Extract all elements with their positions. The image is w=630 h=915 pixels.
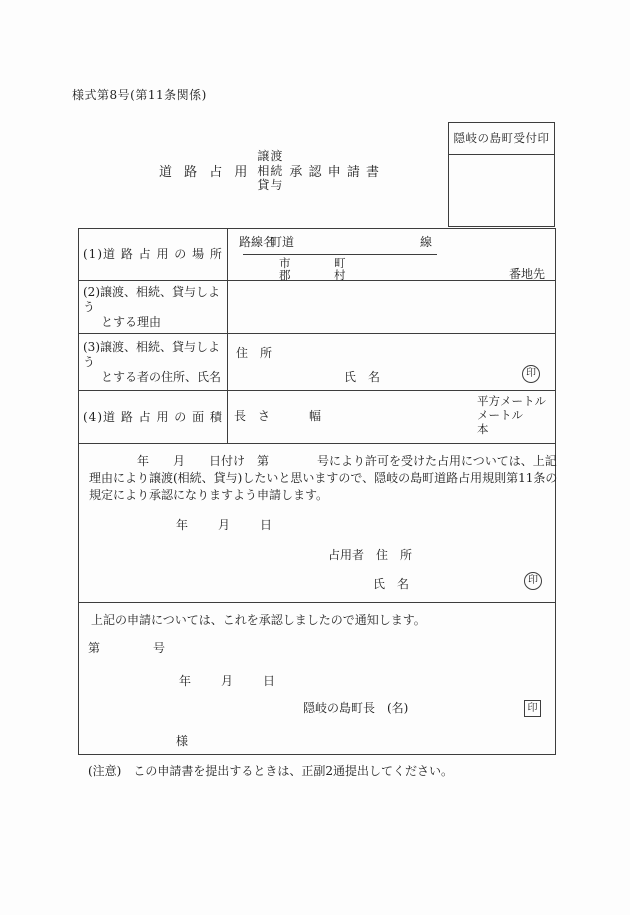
cell-occupancy-area [228, 391, 555, 443]
form-number: 様式第8号(第11条関係) [72, 88, 207, 102]
label-transferee-line2: とする者の住所、氏名 [101, 369, 222, 384]
application-form-table [78, 228, 556, 755]
banchi-label: 番地先 [509, 267, 546, 281]
transferee-address-label: 住 所 [236, 346, 273, 360]
addressee-sama-label: 様 [176, 734, 189, 748]
title-right: 承 認 申 請 書 [289, 165, 380, 181]
label-reason-line2: とする理由 [101, 314, 162, 329]
route-suffix-label: 線 [420, 235, 433, 249]
application-body-line1: 年 月 日付け 第 号により許可を受けた占用については、上記 [89, 454, 557, 468]
row-occupancy-area [79, 391, 555, 444]
document-title [159, 149, 380, 193]
label-occupancy-area [79, 391, 228, 443]
village-label: 村 [334, 268, 346, 282]
label-reason-line1: (2)譲渡、相続、貸与しよう [83, 284, 220, 314]
route-type-label: 町道 [270, 235, 295, 249]
application-date-line: 年 月 日 [176, 518, 275, 532]
footer-note: (注意) この申請書を提出するときは、正副2通提出してください。 [88, 764, 454, 778]
receipt-stamp-label: 隠岐の島町受付印 [449, 123, 554, 155]
transferee-name-label: 氏 名 [344, 370, 381, 384]
title-left: 道 路 占 用 [159, 165, 252, 181]
mayor-seal-icon: 印 [524, 700, 541, 717]
unit-meter: メートル [477, 408, 523, 422]
width-label: 幅 [309, 409, 322, 423]
mayor-name-line: 隠岐の島町長 (名) [303, 701, 409, 715]
cell-reason-blank [228, 281, 555, 333]
label-occupancy-location-text: (1)道 路 占 用 の 場 所 [83, 247, 223, 261]
approval-date-line: 年 月 日 [179, 674, 278, 688]
row-occupancy-location [79, 229, 555, 281]
cell-transferee [228, 334, 555, 390]
section-application [79, 444, 558, 603]
approval-number-line: 第 号 [88, 641, 167, 655]
title-option-transfer: 譲渡 [257, 149, 284, 163]
title-option-inheritance: 相続 [257, 163, 284, 178]
label-occupancy-location [79, 229, 228, 280]
applicant-seal-icon: 印 [524, 572, 542, 590]
label-transferee-line1: (3)譲渡、相続、貸与しよう [83, 339, 220, 369]
town-label: 町 [334, 256, 346, 270]
label-transferee [79, 334, 228, 390]
cell-occupancy-location [228, 229, 555, 280]
label-occupancy-area-text: (4)道 路 占 用 の 面 積 [83, 409, 223, 424]
application-body-line2: 理由により譲渡(相続、貸与)したいと思いますので、隠岐の島町道路占用規則第11条の [89, 471, 558, 485]
title-option-loan: 貸与 [257, 178, 284, 192]
applicant-name-label: 氏 名 [373, 577, 410, 591]
city-label: 市 [279, 256, 291, 270]
county-label: 郡 [279, 268, 291, 282]
unit-square-meter: 平方メートル [477, 394, 546, 408]
route-name-label: 路線名 [239, 235, 276, 249]
length-label: 長 さ [234, 409, 271, 423]
label-reason [79, 281, 228, 333]
applicant-address-label: 占用者 住 所 [328, 548, 413, 562]
receipt-stamp-box [448, 122, 555, 227]
row-transferee [79, 334, 555, 391]
section-approval [79, 603, 555, 756]
title-stacked-options [257, 149, 283, 193]
transferee-seal-icon: 印 [522, 365, 540, 383]
unit-hon: 本 [477, 422, 489, 436]
approval-notice-text: 上記の申請については、これを承認しましたので通知します。 [91, 613, 426, 627]
row-reason [79, 281, 555, 334]
application-body-line3: 規定により承認になりますよう申請します。 [89, 488, 329, 502]
